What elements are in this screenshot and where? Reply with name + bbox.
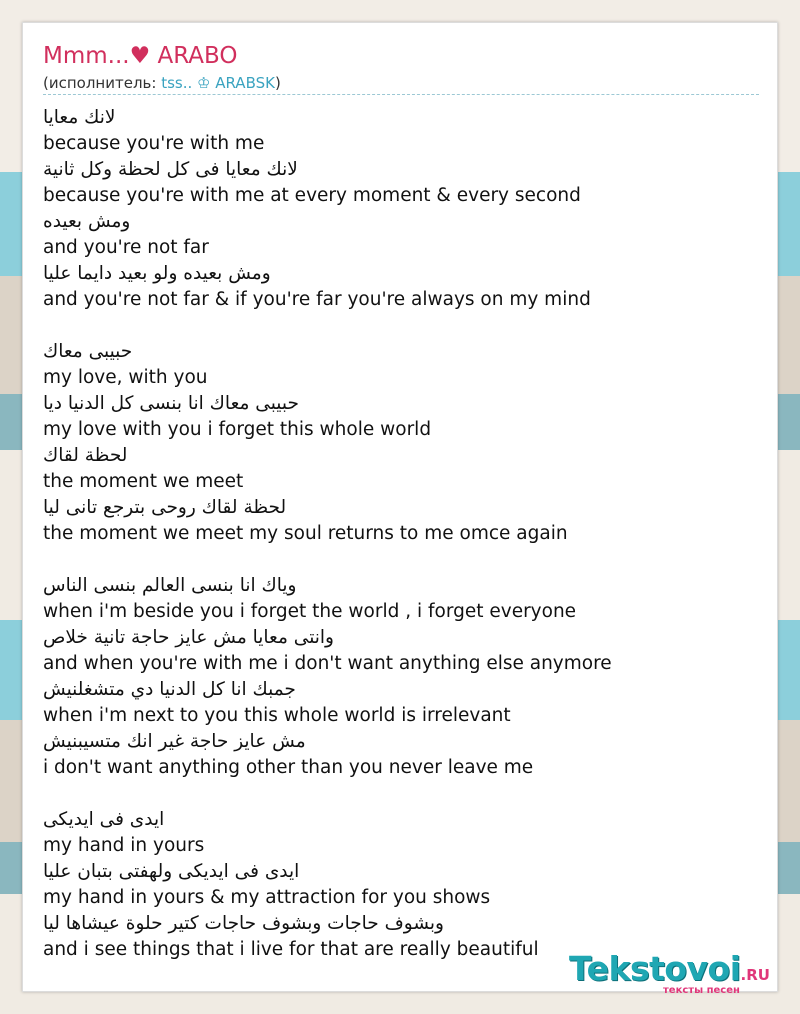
lyric-line-english: my hand in yours & my attraction for you shows [43,887,491,908]
lyric-line-english: when i'm next to you this whole world is irrelevant [43,705,511,726]
lyric-line-english: i don't want anything other than you never leave me [43,757,534,778]
lyric-line-english: my love with you i forget this whole world [43,419,432,440]
logo-tld: .RU [740,966,770,984]
lyrics-card [22,22,778,996]
lyric-line-arabic: حبيبى معاك [43,341,133,362]
logo-name: Tekstovoi [569,949,741,988]
lyric-line-arabic: لحظة لقاك [43,445,128,466]
lyric-line-arabic: وبشوف حاجات وبشوف حاجات كتير حلوة عيشاها ليا [43,913,444,934]
stanza-break [43,313,759,339]
lyric-line-arabic: مش عايز حاجة غير انك متسيبنيش [43,731,306,752]
lyric-line-english: and you're not far & if you're far you're always on my mind [43,289,591,310]
lyric-line-arabic: لانك معايا فى كل لحظة وكل ثانية [43,159,298,180]
artist-suffix: ) [274,74,281,92]
song-title: Mmm...♥ ARABO [43,43,238,69]
artist-link[interactable]: tss.. ♔ ARABSK [161,74,275,92]
lyric-line-arabic: لحظة لقاك روحى بترجع تانى ليا [43,497,287,518]
lyric-line-arabic: جمبك انا كل الدنيا دي متشغلنيش [43,679,296,700]
artist-line [43,74,281,92]
lyric-line-english: my hand in yours [43,835,205,856]
lyric-line-arabic: لانك معايا [43,107,116,128]
lyric-line-arabic: ايدى فى ايديكى [43,809,165,830]
lyric-line-arabic: ومش بعيده ولو بعيد دايما عليا [43,263,271,284]
artist-prefix: (исполнитель: [43,74,162,92]
lyric-line-arabic: وياك انا بنسى العالم بنسى الناس [43,575,297,596]
lyric-line-english: the moment we meet [43,471,244,492]
lyric-line-english: and i see things that i live for that are really beautiful [43,939,539,960]
logo-tagline: тексты песен [663,985,740,996]
lyric-line-arabic: ومش بعيده [43,211,131,232]
lyric-line-english: and when you're with me i don't want anything else anymore [43,653,612,674]
lyric-line-english: and you're not far [43,237,209,258]
lyric-line-english: when i'm beside you i forget the world , i forget everyone [43,601,577,622]
stanza-break [43,781,759,807]
lyric-line-arabic: حبيبى معاك انا بنسى كل الدنيا ديا [43,393,299,414]
site-logo[interactable] [569,949,770,996]
lyric-line-english: because you're with me [43,133,265,154]
lyric-line-arabic: وانتى معايا مش عايز حاجة تانية خلاص [43,627,334,648]
lyric-line-arabic: ايدى فى ايديكى ولهفتى بتبان عليا [43,861,300,882]
lyric-line-english: my love, with you [43,367,208,388]
header-divider [43,94,759,95]
lyric-line-english: because you're with me at every moment & every second [43,185,581,206]
stanza-break [43,547,759,573]
lyrics-text [43,105,759,963]
lyric-line-english: the moment we meet my soul returns to me omce again [43,523,568,544]
